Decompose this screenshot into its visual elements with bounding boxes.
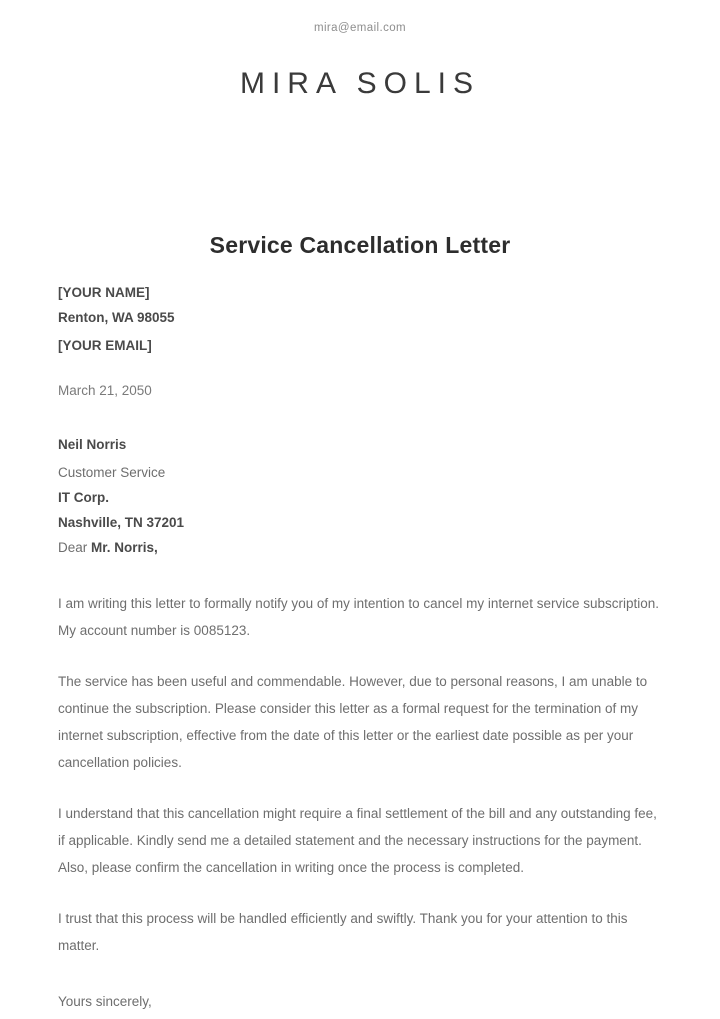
closing: Yours sincerely, <box>58 994 152 1009</box>
letter-paragraph: I trust that this process will be handled efficiently and swiftly. Thank you for your attention to this matter. <box>58 911 628 953</box>
sender-name: [YOUR NAME] <box>58 285 150 300</box>
recipient-company: IT Corp. <box>58 490 109 505</box>
sender-city: Renton, WA 98055 <box>58 310 175 325</box>
sender-email: [YOUR EMAIL] <box>58 338 152 353</box>
letterhead-email: mira@email.com <box>313 22 407 34</box>
letter-paragraph: The service has been useful and commendable. However, due to personal reasons, I am unable to continue the subscription. Please consider this letter as a formal request for the termination of my internet subscription, effective from the date of this letter or the earliest date possible as per your cancellation policies. <box>58 674 648 770</box>
letter-paragraph: I understand that this cancellation might require a final settlement of the bill and any outstanding fee, if applicable. Kindly send me a detailed statement and the necessary instructions for the payment. Also, please confirm the cancellation in writing once the process is completed. <box>58 806 657 875</box>
letter-body <box>58 590 662 959</box>
letterhead-name: MIRA SOLIS <box>239 67 481 100</box>
salutation <box>58 535 662 560</box>
letterhead <box>58 22 662 101</box>
salutation-name: Mr. Norris, <box>91 540 158 555</box>
letter-title: Service Cancellation Letter <box>209 232 511 258</box>
recipient-role: Customer Service <box>58 465 166 480</box>
salutation-prefix: Dear <box>58 540 92 555</box>
letter-paragraph: I am writing this letter to formally notify you of my intention to cancel my internet service subscription. My account number is 0085123. <box>58 596 659 638</box>
sender-block <box>58 280 662 358</box>
recipient-name: Neil Norris <box>58 437 127 452</box>
recipient-block <box>58 432 662 560</box>
letter-date: March 21, 2050 <box>58 383 152 398</box>
recipient-city: Nashville, TN 37201 <box>58 515 185 530</box>
